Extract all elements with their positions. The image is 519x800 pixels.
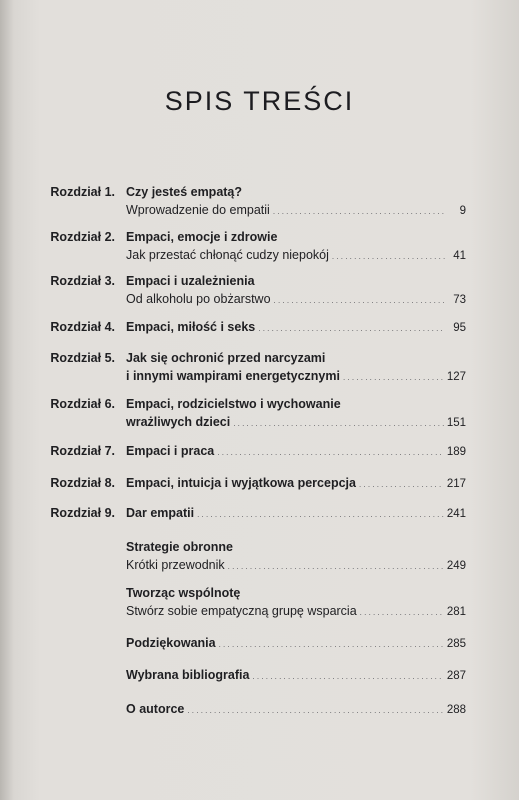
entry-heading (126, 320, 466, 338)
dot-leader (219, 636, 444, 650)
dot-leader (343, 369, 444, 383)
entry-heading (126, 540, 466, 558)
entry-title: Tworząc wspólnotę (126, 586, 241, 600)
entry-title: Czy jesteś empatą? (126, 185, 243, 199)
dot-leader (359, 476, 444, 490)
page-number: 41 (453, 250, 466, 262)
entry-subtitle: Stwórz sobie empatyczną grupę wsparcia (126, 604, 357, 618)
page-number: 217 (446, 478, 466, 490)
page-number: 249 (446, 560, 466, 572)
entry-subtitle-line (126, 604, 466, 622)
dot-leader (258, 320, 445, 334)
entry-heading (126, 230, 466, 248)
entry-heading (126, 586, 466, 604)
dot-leader (228, 558, 444, 572)
entry-title: Dar empatii (126, 506, 195, 520)
page-number: 241 (446, 508, 466, 520)
page-number: 127 (446, 371, 466, 383)
chapter-number: Rozdział 6. (50, 397, 115, 411)
dot-leader (273, 203, 445, 217)
chapter-number: Rozdział 2. (50, 230, 115, 244)
entry-heading (126, 274, 466, 292)
entry-subtitle: Krótki przewodnik (126, 558, 225, 572)
entry-subtitle-line (126, 203, 466, 221)
page-number: 95 (453, 322, 466, 334)
chapter-number: Rozdział 7. (50, 444, 115, 458)
entry-heading (126, 476, 466, 494)
dot-leader (274, 292, 445, 306)
entry-heading (126, 668, 466, 686)
entry-heading-line-2 (126, 369, 466, 387)
entry-heading (126, 702, 466, 720)
entry-title: Empaci, intuicja i wyjątkowa percepcja (126, 476, 356, 490)
chapter-number: Rozdział 4. (50, 320, 115, 334)
entry-title: Empaci, miłość i seks (126, 320, 256, 334)
page-number: 9 (459, 205, 466, 217)
entry-title: Empaci i praca (126, 444, 215, 458)
entry-heading (126, 397, 466, 415)
entry-title: Wybrana bibliografia (126, 668, 250, 682)
chapter-number: Rozdział 5. (50, 351, 115, 365)
dot-leader (252, 668, 443, 682)
entry-title: O autorce (126, 702, 185, 716)
entry-title: Jak się ochronić przed narcyzami (126, 351, 326, 365)
entry-title-continued: wrażliwych dzieci (126, 415, 231, 429)
entry-heading (126, 351, 466, 369)
entry-subtitle-line (126, 292, 466, 310)
dot-leader (332, 248, 445, 262)
dot-leader (197, 506, 444, 520)
entry-subtitle: Od alkoholu po obżarstwo (126, 292, 271, 306)
entry-heading (126, 506, 466, 524)
entry-heading-line-2 (126, 415, 466, 433)
page-number: 288 (446, 704, 466, 716)
entry-title-continued: i innymi wampirami energetycznymi (126, 369, 340, 383)
page-title: SPIS TREŚCI (164, 86, 355, 116)
page-number: 287 (446, 670, 466, 682)
dot-leader (360, 604, 444, 618)
entry-subtitle: Jak przestać chłonąć cudzy niepokój (126, 248, 329, 262)
dot-leader (187, 702, 443, 716)
chapter-number: Rozdział 9. (50, 506, 115, 520)
chapter-number: Rozdział 3. (50, 274, 115, 288)
chapter-number: Rozdział 8. (50, 476, 115, 490)
entry-subtitle: Wprowadzenie do empatii (126, 203, 270, 217)
entry-title: Empaci i uzależnienia (126, 274, 255, 288)
entry-title: Strategie obronne (126, 540, 233, 554)
entry-heading (126, 636, 466, 654)
entry-subtitle-line (126, 248, 466, 266)
entry-title: Empaci, emocje i zdrowie (126, 230, 278, 244)
dot-leader (217, 444, 444, 458)
entry-title: Podziękowania (126, 636, 216, 650)
page-number: 281 (446, 606, 466, 618)
entry-heading (126, 444, 466, 462)
entry-subtitle-line (126, 558, 466, 576)
entry-heading (126, 185, 466, 203)
page-number: 73 (453, 294, 466, 306)
page-number: 151 (446, 417, 466, 429)
page-number: 285 (446, 638, 466, 650)
dot-leader (233, 415, 444, 429)
chapter-number: Rozdział 1. (50, 185, 115, 199)
entry-title: Empaci, rodzicielstwo i wychowanie (126, 397, 341, 411)
page-number: 189 (446, 446, 466, 458)
